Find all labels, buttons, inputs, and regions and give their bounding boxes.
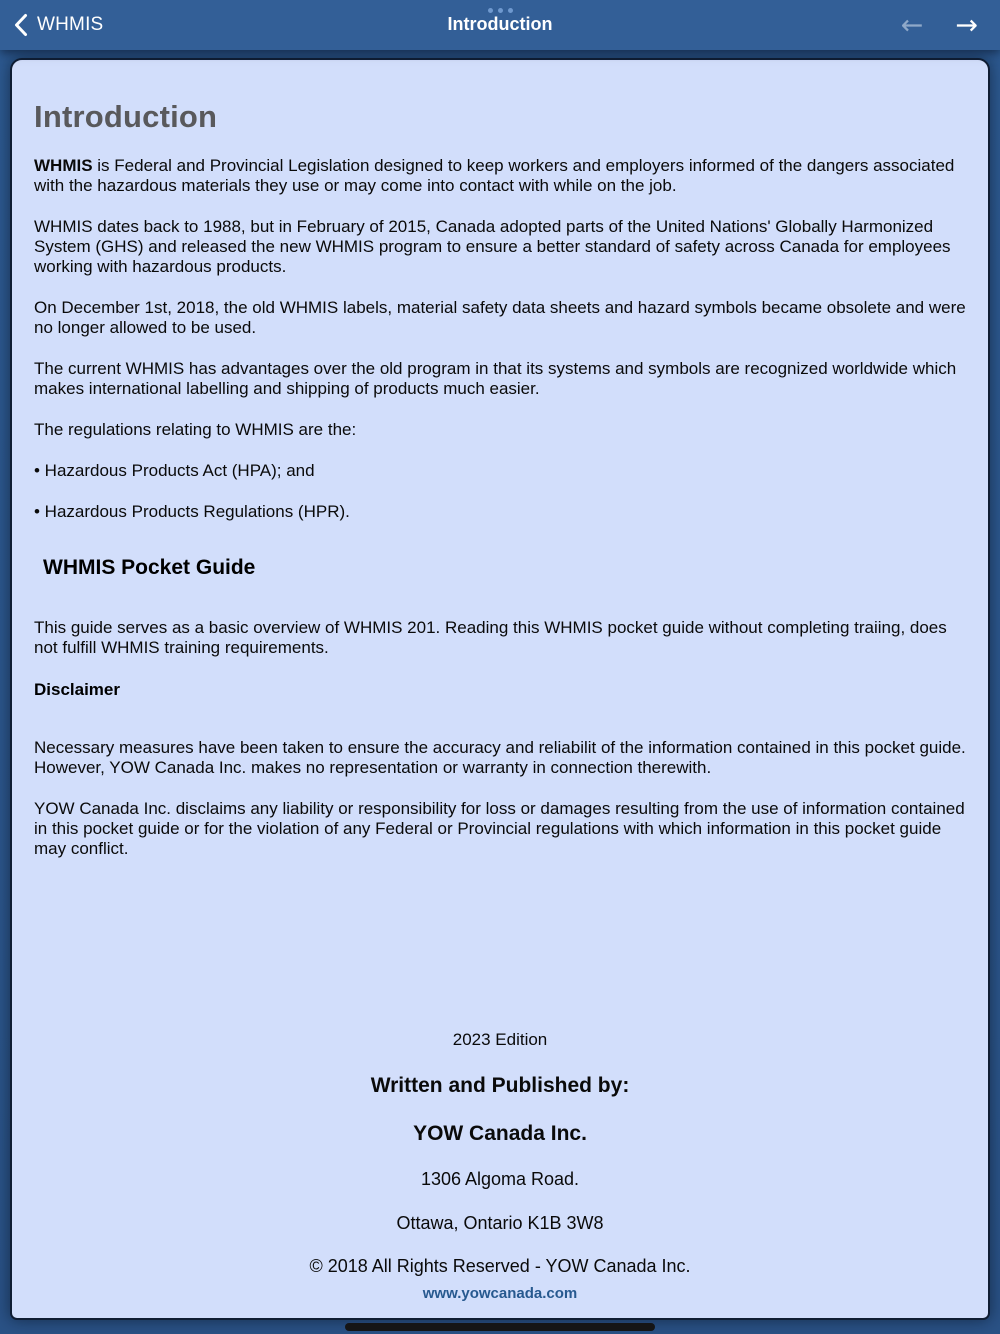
paragraph-history: WHMIS dates back to 1988, but in February of 2015, Canada adopted parts of the United Nations' Globally Harmonized System (GHS) and released the new WHMIS program to ensure a better standard of safety across Canada for employees working with hazardous products. (34, 217, 951, 276)
company-name: YOW Canada Inc. (413, 1122, 587, 1145)
home-indicator-handle[interactable] (345, 1323, 655, 1331)
section-heading-pocket-guide: WHMIS Pocket Guide (43, 556, 256, 579)
nav-title-group (0, 0, 1000, 50)
website-link[interactable]: www.yowcanada.com (422, 1285, 578, 1302)
paragraph-lead-rest: is Federal and Provincial Legislation designed to keep workers and employers informed of the dangers associated with the hazardous materials they use or may come into contact with while on the job. (34, 156, 955, 195)
address-line-1: 1306 Algoma Road. (420, 1169, 580, 1189)
paragraph-disclaimer-2: YOW Canada Inc. disclaims any liability or responsibility for loss or damages resulting from the use of information contained in this pocket guide or for the violation of any Federal or Provincial regulations with which information in this pocket guide may conflict. (34, 799, 965, 858)
nav-arrow-group (901, 0, 978, 50)
paragraph-lead-bold: WHMIS (34, 156, 93, 175)
back-button[interactable] (14, 0, 103, 50)
edition-text: 2023 Edition (452, 1030, 548, 1049)
nav-bar (0, 0, 1000, 50)
next-page-arrow-icon[interactable]: → (955, 9, 978, 41)
paragraph-regulations-intro: The regulations relating to WHMIS are the: (34, 420, 357, 439)
bullet-hpa: • Hazardous Products Act (HPA); and (34, 461, 315, 480)
chevron-left-icon (14, 13, 28, 37)
page-title: Introduction (34, 99, 218, 134)
paragraph-obsolete: On December 1st, 2018, the old WHMIS labels, material safety data sheets and hazard symbols became obsolete and were no longer allowed to be used. (34, 298, 966, 337)
paragraph-guide-overview: This guide serves as a basic overview of WHMIS 201. Reading this WHMIS pocket guide without completing traiing, does not fulfill WHMIS training requirements. (34, 618, 947, 657)
disclaimer-heading: Disclaimer (34, 680, 120, 699)
bullet-hpr: • Hazardous Products Regulations (HPR). (34, 502, 350, 521)
published-by-heading: Written and Published by: (370, 1074, 630, 1097)
nav-title: Introduction (447, 14, 553, 34)
page-dots-icon (488, 8, 513, 13)
copyright-text: © 2018 All Rights Reserved - YOW Canada Inc. (309, 1256, 691, 1276)
back-button-label: WHMIS (37, 14, 104, 35)
previous-page-arrow-icon[interactable]: ← (900, 9, 924, 41)
address-line-2: Ottawa, Ontario K1B 3W8 (396, 1213, 604, 1233)
publisher-footer (12, 1030, 988, 1302)
paragraph-advantages: The current WHMIS has advantages over the old program in that its systems and symbols are recognized worldwide which makes international labelling and shipping of products much easier. (34, 359, 957, 398)
paragraph-disclaimer-1: Necessary measures have been taken to ensure the accuracy and reliabilit of the information contained in this pocket guide. However, YOW Canada Inc. makes no representation or warranty in connection therewith. (34, 738, 966, 777)
paragraph-whmis-intro (34, 156, 966, 196)
content-card (10, 58, 990, 1320)
